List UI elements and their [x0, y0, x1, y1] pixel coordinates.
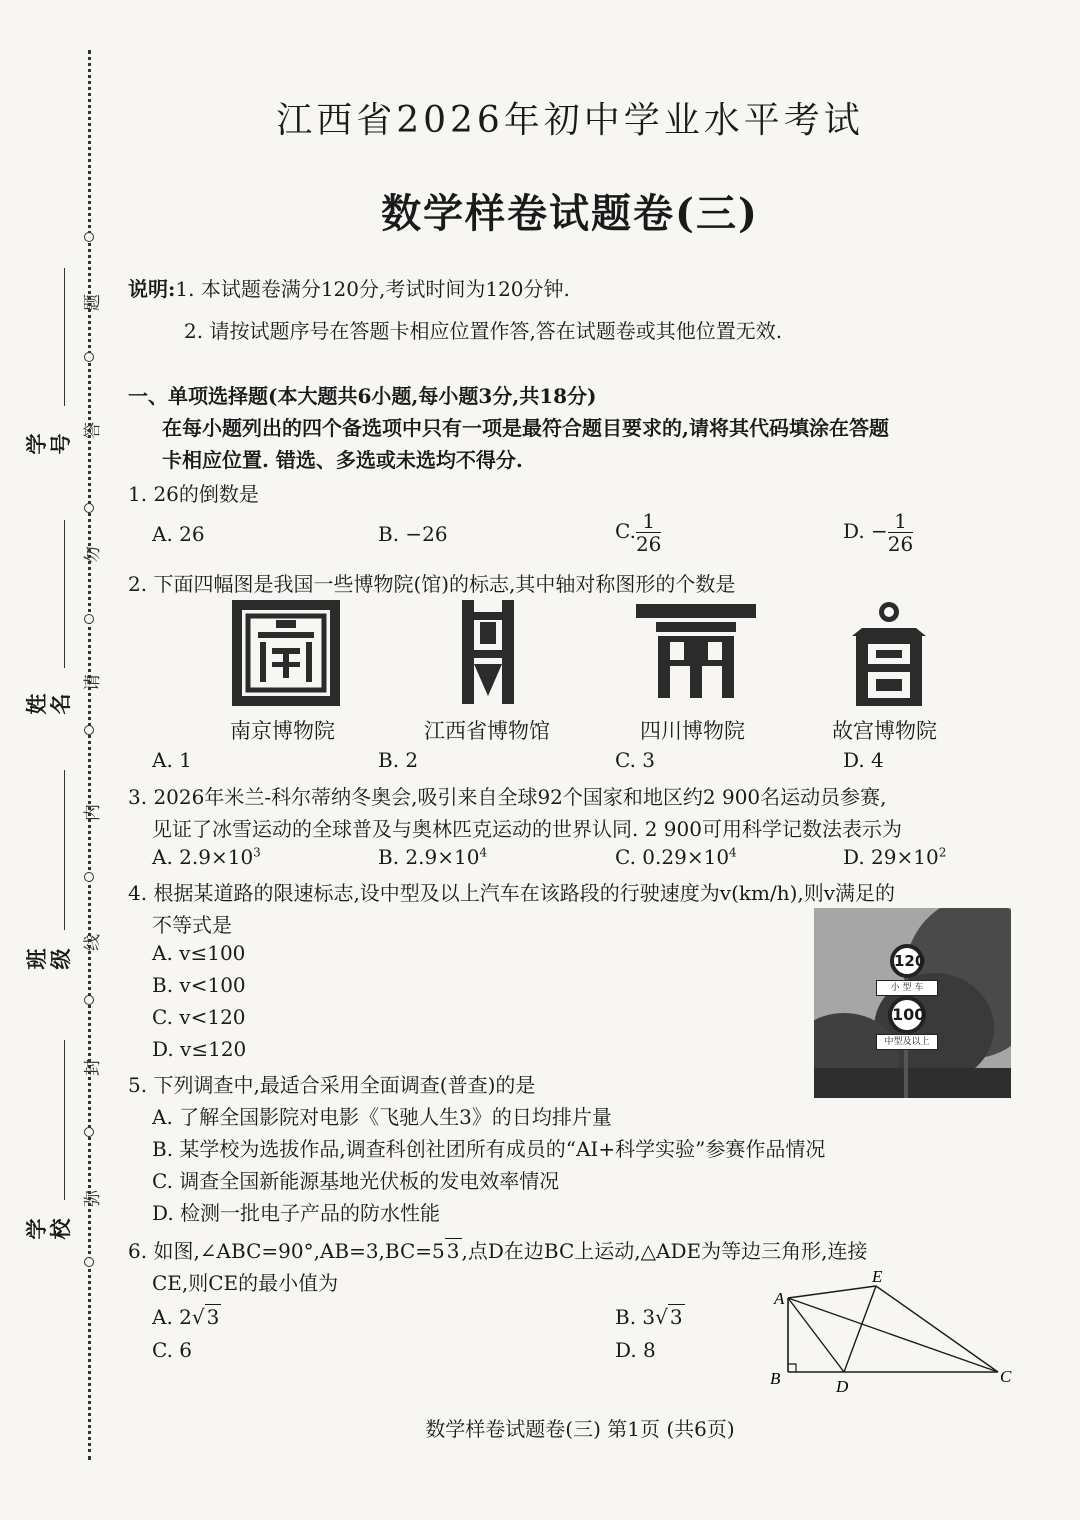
margin-circle: [84, 872, 94, 882]
speed-sign-120: 120: [890, 944, 924, 978]
sqrt-radicand: 3: [669, 1305, 683, 1329]
q2-option-a: A. 1: [152, 748, 192, 772]
question-5-stem: 5. 下列调查中,最适合采用全面调查(普查)的是: [128, 1073, 536, 1097]
student-id-label: 学号: [24, 433, 73, 455]
q3-option-a: [152, 845, 261, 869]
option-text: B. 3: [615, 1305, 656, 1329]
margin-char: 题: [83, 294, 103, 311]
q1-option-c: [615, 510, 661, 555]
option-text: A. 2.9×10: [152, 845, 254, 869]
point-label-e: E: [872, 1267, 883, 1286]
question-6-stem: CE,则CE的最小值为: [152, 1271, 339, 1295]
name-label: 姓名: [24, 693, 73, 715]
school-label: 学校: [24, 1218, 73, 1240]
stem-text: 6. 如图,∠ABC=90°,AB=3,BC=5: [128, 1239, 445, 1263]
option-text: D. 29×10: [843, 845, 939, 869]
paper-subtitle: 数学样卷试题卷(三): [381, 190, 759, 237]
margin-char: 勿: [83, 546, 103, 563]
q3-option-b: [378, 845, 487, 869]
q5-option-a: A. 了解全国影院对电影《飞驰人生3》的日均排片量: [152, 1105, 612, 1129]
exponent: 4: [729, 845, 737, 860]
triangle-figure: [760, 1262, 1020, 1398]
margin-char: 请: [83, 674, 103, 691]
name-blank[interactable]: [64, 520, 65, 668]
jiangxi-museum-logo: [458, 600, 518, 706]
q3-option-d: [843, 845, 946, 869]
section-heading: 一、单项选择题(本大题共6小题,每小题3分,共18分): [128, 384, 597, 408]
sqrt-radicand: 3: [446, 1239, 460, 1263]
fraction: [636, 510, 661, 555]
q6-option-a: A. 2√ 3: [152, 1305, 220, 1329]
logo-caption: 南京博物院: [230, 719, 335, 743]
q1-option-d: [843, 510, 913, 555]
exponent: 2: [938, 845, 947, 860]
sichuan-museum-logo: [636, 604, 756, 700]
q6-option-b: B. 3√ 3: [615, 1305, 683, 1329]
nanjing-museum-logo: [232, 600, 340, 706]
school-blank[interactable]: [64, 1040, 65, 1200]
margin-circle: [84, 1257, 94, 1267]
exponent: 4: [479, 845, 488, 860]
margin-circle: [84, 725, 94, 735]
q4-option-c: C. v<120: [152, 1005, 246, 1029]
right-angle-mark: [788, 1364, 796, 1372]
logo-caption: 故宫博物院: [832, 719, 937, 743]
exam-title: 江西省2026年初中学业水平考试: [276, 100, 864, 141]
margin-char: 封: [83, 1059, 103, 1076]
logo-caption: 四川博物院: [640, 719, 745, 743]
speed-limit-photo: [814, 908, 1011, 1098]
q6-option-c: C. 6: [152, 1338, 193, 1362]
margin-char: 答: [83, 422, 103, 439]
q1-option-b: B. −26: [378, 522, 448, 546]
q2-option-c: C. 3: [615, 748, 656, 772]
question-3-stem: 见证了冰雪运动的全球普及与奥林匹克运动的世界认同. 2 900可用科学记数法表示为: [152, 817, 902, 841]
numerator: 1: [888, 510, 913, 533]
dotted-binding-line: [88, 50, 91, 1460]
question-2-stem: 2. 下面四幅图是我国一些博物院(馆)的标志,其中轴对称图形的个数是: [128, 572, 736, 596]
q4-option-b: B. v<100: [152, 973, 246, 997]
section-instructions: 在每小题列出的四个备选项中只有一项是最符合题目要求的,请将其代码填涂在答题: [162, 416, 889, 440]
point-label-b: B: [770, 1369, 781, 1388]
margin-circle: [84, 995, 94, 1005]
segment-ac: [788, 1298, 998, 1372]
logo-caption: 江西省博物馆: [424, 719, 550, 743]
margin-circle: [84, 503, 94, 513]
question-3-stem: 3. 2026年米兰-科尔蒂纳冬奥会,吸引来自全球92个国家和地区约2 900名运动员参赛,: [128, 785, 887, 809]
q2-option-d: D. 4: [843, 748, 884, 772]
question-1-stem: 1. 26的倒数是: [128, 482, 259, 506]
exponent: 3: [253, 845, 261, 860]
option-text: C. 0.29×10: [615, 845, 730, 869]
stem-text: ,点D在边BC上运动,△ADE为等边三角形,连接: [461, 1239, 868, 1263]
notes-item: 1. 本试题卷满分120分,考试时间为120分钟.: [175, 277, 570, 301]
point-label-c: C: [1000, 1367, 1012, 1386]
margin-char: 内: [83, 804, 103, 821]
option-letter: D. −: [843, 519, 888, 543]
q3-option-c: [615, 845, 737, 869]
sqrt-radicand: 3: [206, 1305, 220, 1329]
question-4-stem: 4. 根据某道路的限速标志,设中型及以上汽车在该路段的行驶速度为v(km/h),则v满足的: [128, 881, 896, 905]
option-text: B. 2.9×10: [378, 845, 480, 869]
q5-option-b: B. 某学校为选拔作品,调查科创社团所有成员的“AI+科学实验”参赛作品情况: [152, 1137, 826, 1161]
section-instructions: 卡相应位置. 错选、多选或未选均不得分.: [162, 448, 523, 472]
class-blank[interactable]: [64, 770, 65, 930]
page-footer: 数学样卷试题卷(三) 第1页 (共6页): [425, 1417, 735, 1441]
margin-circle: [84, 1127, 94, 1137]
denominator: 26: [635, 532, 662, 556]
point-label-d: D: [836, 1377, 849, 1396]
q6-option-d: D. 8: [615, 1338, 656, 1362]
palace-museum-logo: [852, 600, 926, 706]
q4-option-d: D. v≤120: [152, 1037, 247, 1061]
margin-circle: [84, 614, 94, 624]
student-id-blank[interactable]: [64, 268, 65, 406]
notes-item: 2. 请按试题序号在答题卡相应位置作答,答在试题卷或其他位置无效.: [184, 319, 783, 343]
q2-option-b: B. 2: [378, 748, 419, 772]
speed-sign-100: 100: [888, 996, 926, 1034]
class-label: 班级: [24, 948, 73, 970]
option-letter: C.: [615, 519, 636, 543]
margin-char: 弥: [83, 1190, 103, 1207]
question-4-stem: 不等式是: [152, 913, 232, 937]
q5-option-d: D. 检测一批电子产品的防水性能: [152, 1201, 441, 1225]
notes-label: 说明:: [128, 277, 176, 301]
margin-char: 线: [83, 934, 103, 951]
sign-label-medium-vehicles: 中型及以上: [876, 1034, 938, 1050]
sign-label-small-car: 小 型 车: [876, 980, 938, 996]
point-label-a: A: [774, 1289, 785, 1308]
margin-circle: [84, 352, 94, 362]
q1-option-a: A. 26: [152, 522, 205, 546]
option-text: A. 2: [152, 1305, 192, 1329]
denominator: 26: [887, 532, 914, 556]
numerator: 1: [636, 510, 661, 533]
fraction: [888, 510, 913, 555]
q4-option-a: A. v≤100: [152, 941, 246, 965]
q5-option-c: C. 调查全国新能源基地光伏板的发电效率情况: [152, 1169, 560, 1193]
notes-line-1: [128, 273, 570, 302]
question-6-stem: [128, 1235, 867, 1264]
